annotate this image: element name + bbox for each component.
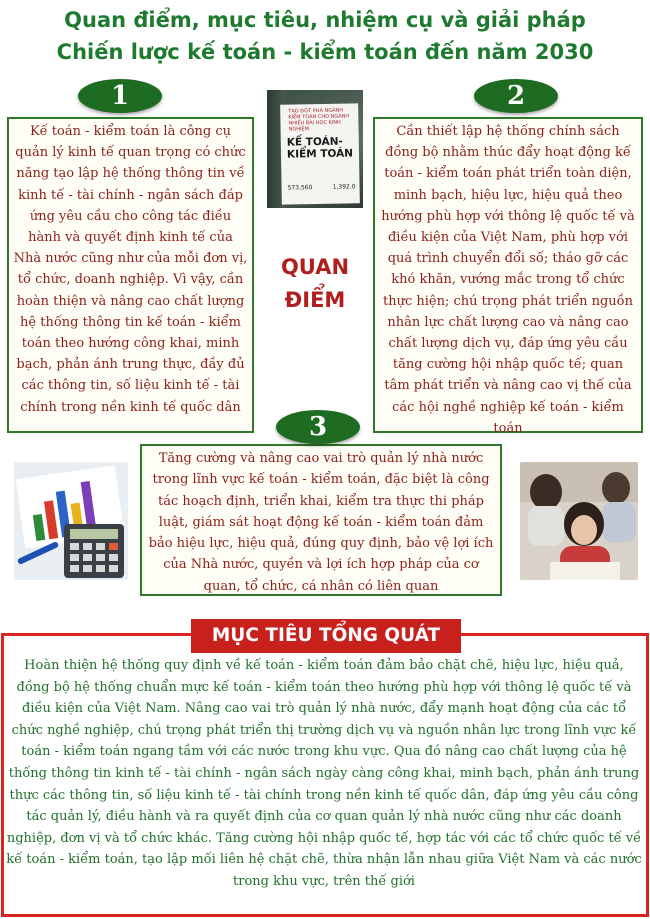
viewpoint-box-1 — [7, 117, 254, 433]
book-title-line1: KẾ TOÁN- — [286, 135, 343, 149]
students-photo — [520, 462, 638, 580]
book-figures — [288, 183, 356, 191]
book-figure-1: 573,560 — [287, 184, 313, 192]
badge-two: 2 — [474, 79, 558, 113]
objective-heading: MỤC TIÊU TỔNG QUÁT — [191, 619, 461, 653]
book-cover-image — [267, 90, 363, 208]
viewpoint-text-2: Cần thiết lập hệ thống chính sách đồng bộ nhằm thúc đẩy hoạt động kế toán - kiểm toán phát triển toàn diện, minh bạch, hiệu lực, hiệu quả theo hướng phù hợp với thông lệ quốc tế và điều kiện của Việt Nam, phù hợp với quá trình chuyển đổi số; tháo gỡ các khó khăn, vướng mắc trong tổ chức thực hiện; chú trọng phát triển nguồn nhân lực chất lượng cao và nâng cao chất lượng dịch vụ, đáp ứng yêu cầu tăng cường hội nhập quốc tế; quan tâm phát triển và nâng cao vị thế của các hội nghề nghiệp kế toán - kiểm toán — [381, 124, 635, 436]
objective-text: Hoàn thiện hệ thống quy định về kế toán - kiểm toán đảm bảo chặt chẽ, hiệu lực, hiệu quả, đồng bộ hệ thống chuẩn mực kế toán - kiểm toán theo hướng phù hợp với thông lệ quốc tế và điều kiện của Việt Nam. Nâng cao vai trò quản lý nhà nước, đẩy mạnh hoạt động của các tổ chức nghề nghiệp, chú trọng phát triển thị trường dịch vụ và nguồn nhân lực trong lĩnh vực kế toán - kiểm toán ngang tầm với các nước trong khu vực. Qua đó nâng cao chất lượng của hệ thống thông tin kinh tế - tài chính - ngân sách ngày càng công khai, minh bạch, phản ánh trung thực các thông tin, số liệu kinh tế - tài chính trong nền kinh tế quốc dân, đáp ứng yêu cầu công tác quản lý, điều hành và ra quyết định của cơ quan quản lý nhà nước cũng như các doanh nghiệp, đơn vị và tổ chức khác. Tăng cường hội nhập quốc tế, hợp tác với các tổ chức quốc tế về kế toán - kiểm toán, tạo lập mối liên hệ chặt chẽ, thừa nhận lẫn nhau giữa Việt Nam và các nước trong khu vực, trên thế giới — [6, 658, 642, 889]
badge-three: 3 — [276, 410, 360, 444]
book-title — [287, 135, 355, 160]
section-label-line1: QUAN — [280, 255, 350, 279]
badge-one: 1 — [78, 79, 162, 113]
book-small-text: TẠO ĐỘT PHÁ NGÀNH KIỂM TOÁN CHO NGÀNH NHIỀU BÀI HỌC KINH NGHIỆM — [288, 107, 350, 133]
viewpoint-text-3: Tăng cường và nâng cao vai trò quản lý nhà nước trong lĩnh vực kế toán - kiểm toán, đặc biệt là công tác hoạch định, triển khai, kiểm tra thực thi pháp luật, giám sát hoạt động kế toán - kiểm toán đảm bảo hiệu lực, hiệu quả, đúng quy định, bảo vệ lợi ích của Nhà nước, quyền và lợi ích hợp pháp của cơ quan, tổ chức, cá nhân có liên quan — [148, 451, 494, 594]
calculator-chart-image — [14, 462, 128, 580]
viewpoint-box-3 — [140, 444, 502, 596]
section-label-quan-diem — [267, 251, 363, 317]
viewpoint-text-1: Kế toán - kiểm toán là công cụ quản lý kinh tế quan trọng có chức năng tạo lập hệ thống thông tin về kinh tế - tài chính - ngân sách đáp ứng yêu cầu cho công tác điều hành và quyết định kinh tế của Nhà nước cũng như của mỗi đơn vị, tổ chức, doanh nghiệp. Vì vậy, cần hoàn thiện và nâng cao chất lượng hệ thống thông tin kế toán - kiểm toán theo hướng công khai, minh bạch, phản ánh trung thực, đầy đủ các thông tin, số liệu kinh tế - tài chính trong nền kinh tế quốc dân — [13, 124, 248, 415]
section-label-line2: ĐIỂM — [284, 288, 346, 312]
page-title-line1: Quan điểm, mục tiêu, nhiệm cụ và giải pháp — [64, 8, 586, 32]
viewpoint-box-2 — [373, 117, 643, 436]
page-title-line2: Chiến lược kế toán - kiểm toán đến năm 2030 — [56, 40, 594, 64]
book-title-line2: KIỂM TOÁN — [286, 147, 354, 161]
students-illustration — [520, 462, 638, 580]
book-card — [280, 103, 360, 204]
calculator-chart-illustration — [14, 462, 128, 580]
book-figure-2: 1,392.0 — [332, 183, 356, 191]
